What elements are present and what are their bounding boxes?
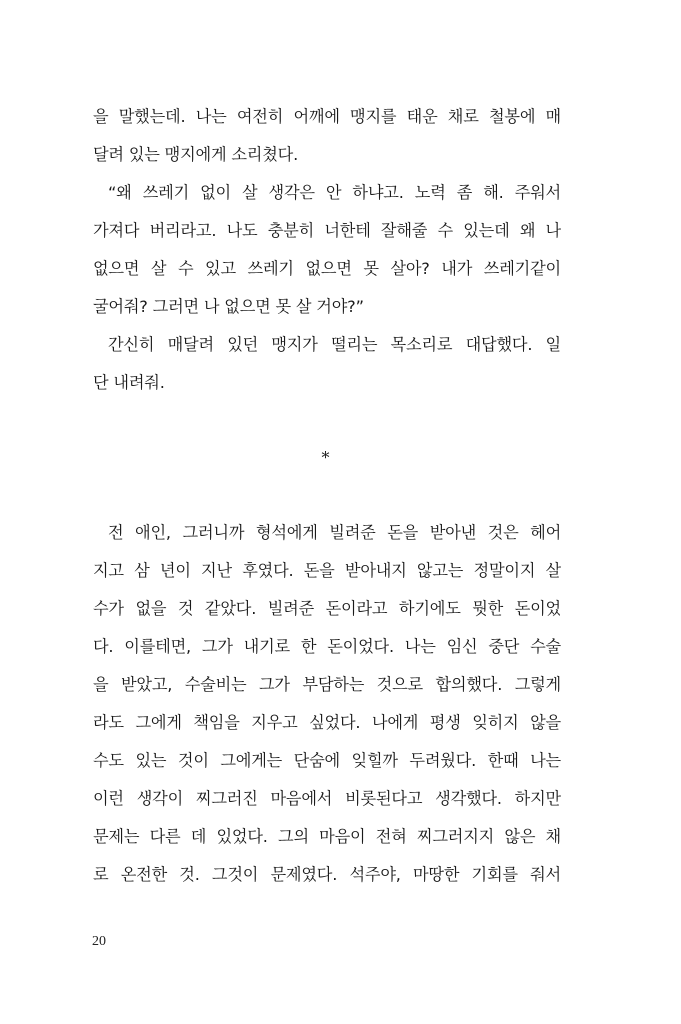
text-line: “왜 쓰레기 없이 살 생각은 안 하냐고. 노력 좀 해. 주워서 [108,183,561,202]
text-line: 을 말했는데. 나는 여전히 어깨에 맹지를 태운 채로 철봉에 매 [93,107,561,126]
text-line: 수가 없을 것 같았다. 빌려준 돈이라고 하기에도 뭣한 돈이었 [93,599,561,618]
text-line: 굴어줘? 그러면 나 없으면 못 살 거야?” [93,297,364,316]
section-break-asterisk: * [321,448,330,467]
text-line: 라도 그에게 책임을 지우고 싶었다. 나에게 평생 잊히지 않을 [93,713,561,732]
text-line: 전 애인, 그러니까 형석에게 빌려준 돈을 받아낸 것은 헤어 [108,523,561,542]
text-line: 지고 삼 년이 지난 후였다. 돈을 받아내지 않고는 정말이지 살 [93,561,561,580]
text-line: 을 받았고, 수술비는 그가 부담하는 것으로 합의했다. 그렇게 [93,675,561,694]
text-line: 간신히 매달려 있던 맹지가 떨리는 목소리로 대답했다. 일 [108,335,561,354]
text-line: 단 내려줘. [93,373,165,392]
text-line: 이런 생각이 찌그러진 마음에서 비롯된다고 생각했다. 하지만 [93,789,561,808]
text-line: 다. 이를테면, 그가 내기로 한 돈이었다. 나는 임신 중단 수술 [93,637,561,656]
text-line: 없으면 살 수 있고 쓰레기 없으면 못 살아? 내가 쓰레기같이 [93,259,561,278]
text-line: 로 온전한 것. 그것이 문제였다. 석주야, 마땅한 기회를 줘서 [93,865,561,884]
page-number: 20 [92,934,106,949]
text-line: 달려 있는 맹지에게 소리쳤다. [93,145,299,164]
text-line: 가져다 버리라고. 나도 충분히 너한테 잘해줄 수 있는데 왜 나 [93,221,561,240]
text-line: 수도 있는 것이 그에게는 단숨에 잊힐까 두려웠다. 한때 나는 [93,751,561,770]
text-line: 문제는 다른 데 있었다. 그의 마음이 전혀 찌그러지지 않은 채 [93,827,561,846]
